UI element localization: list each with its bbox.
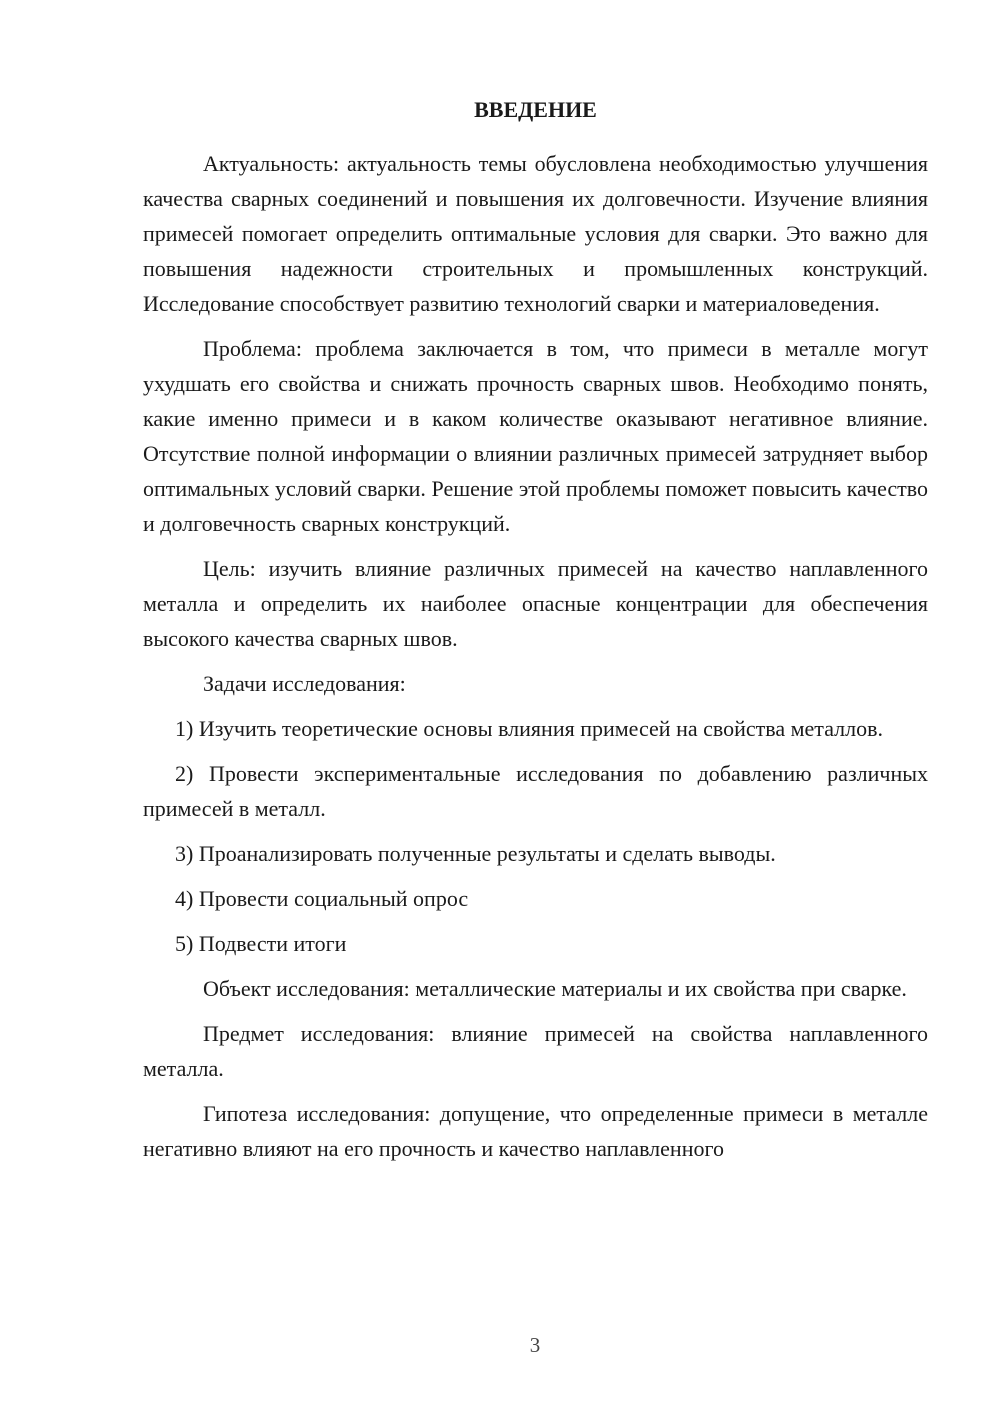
problem-paragraph: Проблема: проблема заключается в том, что примеси в металле могут ухудшать его свойства и снижать прочность сварных швов. Необходимо понять, какие именно примеси и в каком количестве оказывают негативное влияние. Отсутствие полной информации о влиянии различных примесей затрудняет выбор оптимальных условий сварки. Решение этой проблемы поможет повысить качество и долговечность сварных конструкций. xyxy=(143,336,928,536)
task-item-3: 3) Проанализировать полученные результаты и сделать выводы. xyxy=(175,841,776,866)
task-item-1: 1) Изучить теоретические основы влияния примесей на свойства металлов. xyxy=(175,716,883,741)
relevance-paragraph: Актуальность: актуальность темы обусловлена необходимостью улучшения качества сварных соединений и повышения их долговечности. Изучение влияния примесей помогает определить оптимальные условия для сварки. Это важно для повышения надежности строительных и промышленных конструкций. Исследование способствует развитию технологий сварки и материаловедения. xyxy=(143,151,928,316)
task-item-5: 5) Подвести итоги xyxy=(175,931,347,956)
hypothesis-paragraph: Гипотеза исследования: допущение, что определенные примеси в металле негативно влияют на его прочность и качество наплавленного xyxy=(143,1101,928,1161)
document-page xyxy=(143,92,928,1176)
tasks-heading: Задачи исследования: xyxy=(203,671,406,696)
task-item-2: 2) Провести экспериментальные исследования по добавлению различных примесей в металл. xyxy=(143,761,928,821)
goal-paragraph: Цель: изучить влияние различных примесей на качество наплавленного металла и определить их наиболее опасные концентрации для обеспечения высокого качества сварных швов. xyxy=(143,556,928,651)
subject-paragraph: Предмет исследования: влияние примесей на свойства наплавленного металла. xyxy=(143,1021,928,1081)
page-number: 3 xyxy=(529,1333,541,1357)
task-item-4: 4) Провести социальный опрос xyxy=(175,886,469,911)
section-heading: ВВЕДЕНИЕ xyxy=(474,97,597,122)
object-paragraph: Объект исследования: металлические материалы и их свойства при сварке. xyxy=(203,976,907,1001)
